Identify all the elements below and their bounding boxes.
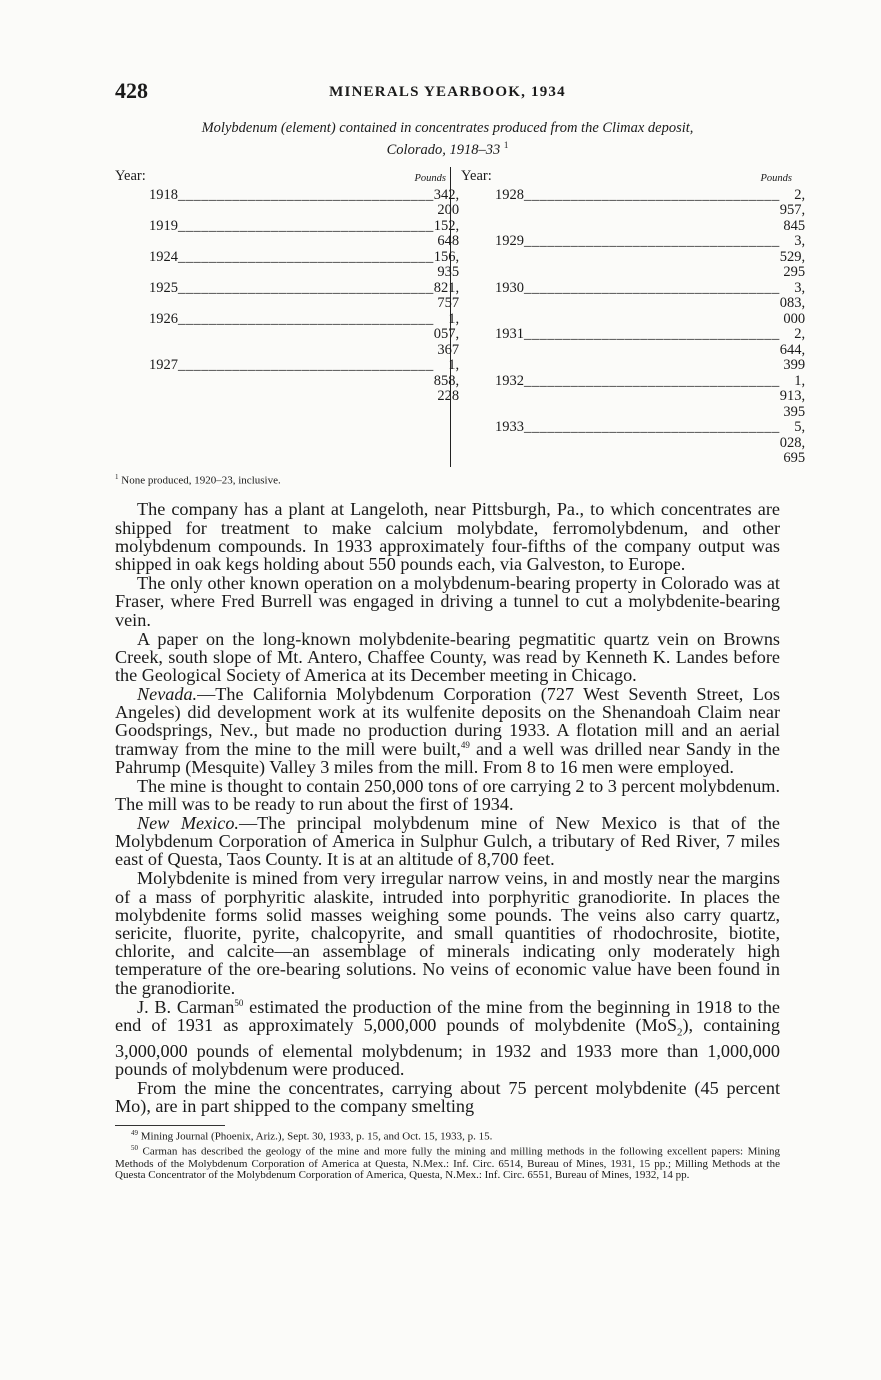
footnote-50 (115, 1143, 780, 1181)
table-row (461, 279, 806, 328)
footnote-mark: 50 (131, 1144, 138, 1153)
value-cell: 3, 083, 000 (779, 279, 806, 327)
value-cell: 156, 935 (433, 248, 460, 281)
table-caption-text: Colorado, 1918–33 (386, 141, 501, 158)
table-caption (115, 120, 780, 159)
paragraph-text: and a well was drilled near Sandy in the Pahrump (Mesquite) Valley 3 miles from the mill. From 8 to 16 men were employed. (115, 738, 780, 777)
body-text (115, 500, 780, 1115)
value-cell: 3, 529, 295 (779, 233, 806, 281)
footnote-text: Carman has described the geology of the mine and more fully the mining and milling methods in the following excellent papers: Mining Methods of the Molybdenum Corporation of America at Questa, N.Mex.: Inf. Circ. 6514, Bureau of Mines, 1931, 15 pp.; Milling Methods at the Questa Concentrator of the Molybdenum Corporation of America, Questa, N.Mex.: Inf. Circ. 6551, Bureau of Mines, 1932, 14 pp. (115, 1146, 780, 1182)
value-cell: 1, 858, 228 (433, 357, 460, 405)
year-cell: 1933 (495, 419, 524, 436)
paragraph: From the mine the concentrates, carrying about 75 percent molybdenite (45 percent Mo), are in part shipped to the company smelting (115, 1077, 780, 1116)
year-cell: 1929 (495, 233, 524, 250)
table-row (115, 279, 460, 312)
value-cell: 342, 200 (433, 186, 460, 219)
value-cell: 1, 913, 395 (779, 372, 806, 420)
paragraph: Molybdenite is mined from very irregular narrow veins, in and mostly near the margins of a mass of porphyritic alaskite, intruded into porphyritic granodiorite. In places the molybdenite forms solid masses weighing some pounds. The veins also carry quartz, sericite, fluorite, pyrite, chalcopyrite, and small quantities of rhodochrosite, biotite, chlorite, and calcite—an assemblage of minerals indicating only moderately high temperature of the ore-bearing solutions. No veins of economic value have been found in the granodiorite. (115, 868, 780, 998)
dot-leader: _________________________________ (524, 233, 780, 250)
value-cell: 2, 644, 399 (779, 326, 806, 374)
paragraph: A paper on the long-known molybdenite-bearing pegmatitic quartz vein on Browns Creek, south slope of Mt. Antero, Chaffee County, was read by Kenneth K. Landes before the Geological Society of America at its December meeting in Chicago. (115, 628, 780, 685)
footnote-ref: 49 (460, 739, 470, 750)
table-footnote (115, 473, 780, 487)
table-row (115, 217, 460, 250)
paragraph-text: estimated the production of the mine from the beginning in 1918 to the end of 1931 as approximately 5,000,000 pounds of molybdenite (MoS (115, 996, 780, 1035)
year-cell: 1932 (495, 372, 524, 389)
page-number: 428 (115, 78, 148, 103)
dot-leader: _________________________________ (524, 419, 780, 436)
value-cell: 1, 057, 367 (433, 310, 460, 358)
table-row (115, 248, 460, 281)
year-cell: 1925 (149, 279, 178, 296)
paragraph-nevada (115, 685, 780, 776)
column-units-label: Pounds (414, 172, 446, 184)
table-row (115, 310, 460, 359)
table-column-left (115, 167, 460, 467)
paragraph-text: —The principal molybdenum mine of New Mexico is that of the Molybdenum Corporation of America in Sulphur Gulch, a tributary of Red River, 7 miles east of Questa, Taos County. It is at an altitude of 8,700 feet. (115, 812, 780, 870)
dot-leader: _________________________________ (178, 217, 434, 234)
paragraph-text: J. B. Carman (137, 996, 235, 1017)
table-row (461, 372, 806, 421)
column-year-label: Year: (461, 167, 492, 184)
footnote-text: Mining Journal (Phoenix, Ariz.), Sept. 30, 1933, p. 15, and Oct. 15, 1933, p. 15. (138, 1130, 493, 1143)
dot-leader: _________________________________ (178, 248, 434, 265)
production-table (115, 167, 806, 467)
year-cell: 1924 (149, 248, 178, 265)
section-heading-nevada: Nevada. (137, 683, 198, 704)
table-row (461, 233, 806, 281)
paragraph: The company has a plant at Langeloth, near Pittsburgh, Pa., to which concentrates are shipped for treatment to make calcium molybdate, ferromolybdenum, and other molybdenum compounds. In 1933 approximately four-fifths of the company output was shipped in oak kegs holding about 550 pounds each, via Galveston, to Europe. (115, 499, 780, 575)
table-rows-left (115, 186, 460, 405)
footnote-49 (115, 1128, 780, 1143)
paragraph-carman (115, 998, 780, 1078)
table-caption-line-2 (115, 137, 780, 159)
column-year-label: Year: (115, 167, 146, 184)
year-cell: 1928 (495, 186, 524, 203)
table-header-left (115, 167, 446, 188)
dot-leader: _________________________________ (524, 186, 780, 203)
footnote-divider (115, 1125, 225, 1126)
value-cell: 821, 757 (433, 279, 460, 312)
value-cell: 5, 028, 695 (779, 419, 806, 467)
value-cell: 2, 957, 845 (779, 186, 806, 234)
value-cell: 152, 648 (433, 217, 460, 250)
running-title: MINERALS YEARBOOK, 1934 (329, 84, 566, 100)
year-cell: 1918 (149, 186, 178, 203)
table-row (115, 186, 460, 219)
year-cell: 1919 (149, 217, 178, 234)
subscript: 2 (676, 1026, 683, 1039)
table-row (461, 326, 806, 374)
paragraph-new-mexico (115, 814, 780, 869)
table-row (461, 419, 806, 467)
table-row (115, 357, 460, 405)
table-rows-right (461, 186, 806, 467)
section-heading-new-mexico: New Mexico. (137, 812, 239, 833)
paragraph: The mine is thought to contain 250,000 tons of ore carrying 2 to 3 percent molybdenum. The mill was to be ready to run about the first of 1934. (115, 775, 781, 814)
footnote-ref: 50 (234, 997, 244, 1008)
column-units-label: Pounds (760, 172, 792, 184)
running-head (115, 78, 780, 108)
dot-leader: _________________________________ (524, 279, 780, 296)
table-caption-line-1: Molybdenum (element) contained in concentrates produced from the Climax deposit, (201, 120, 694, 136)
table-footnote-mark: 1 (115, 472, 119, 481)
dot-leader: _________________________________ (524, 326, 780, 343)
paragraph-text: ), containing 3,000,000 pounds of elemental molybdenum; in 1932 and 1933 more than 1,000,000 pounds of molybdenum were produced. (115, 1014, 780, 1079)
table-row (461, 186, 806, 235)
table-footnote-text: None produced, 1920–23, inclusive. (121, 474, 281, 487)
footnote-mark: 49 (131, 1129, 138, 1138)
year-cell: 1927 (149, 357, 178, 374)
dot-leader: _________________________________ (524, 372, 780, 389)
year-cell: 1931 (495, 326, 524, 343)
year-cell: 1930 (495, 279, 524, 296)
dot-leader: _________________________________ (178, 279, 434, 296)
year-cell: 1926 (149, 310, 178, 327)
dot-leader: _________________________________ (178, 310, 434, 327)
table-caption-footnote-ref: 1 (503, 140, 509, 150)
dot-leader: _________________________________ (178, 186, 434, 203)
table-column-right (451, 167, 806, 467)
table-header-right (461, 167, 792, 188)
paragraph-text: —The California Molybdenum Corporation (727 West Seventh Street, Los Angeles) did development work at its wulfenite deposits on the Shenandoah Claim near Goodsprings, Nev., but made no production during 1933. A flotation mill and an aerial tramway from the mine to the mill were built, (115, 683, 780, 759)
paragraph: The only other known operation on a molybdenum-bearing property in Colorado was at Fraser, where Fred Burrell was engaged in driving a tunnel to cut a molybdenite-bearing vein. (115, 573, 780, 630)
dot-leader: _________________________________ (178, 357, 434, 374)
page (115, 78, 806, 1182)
